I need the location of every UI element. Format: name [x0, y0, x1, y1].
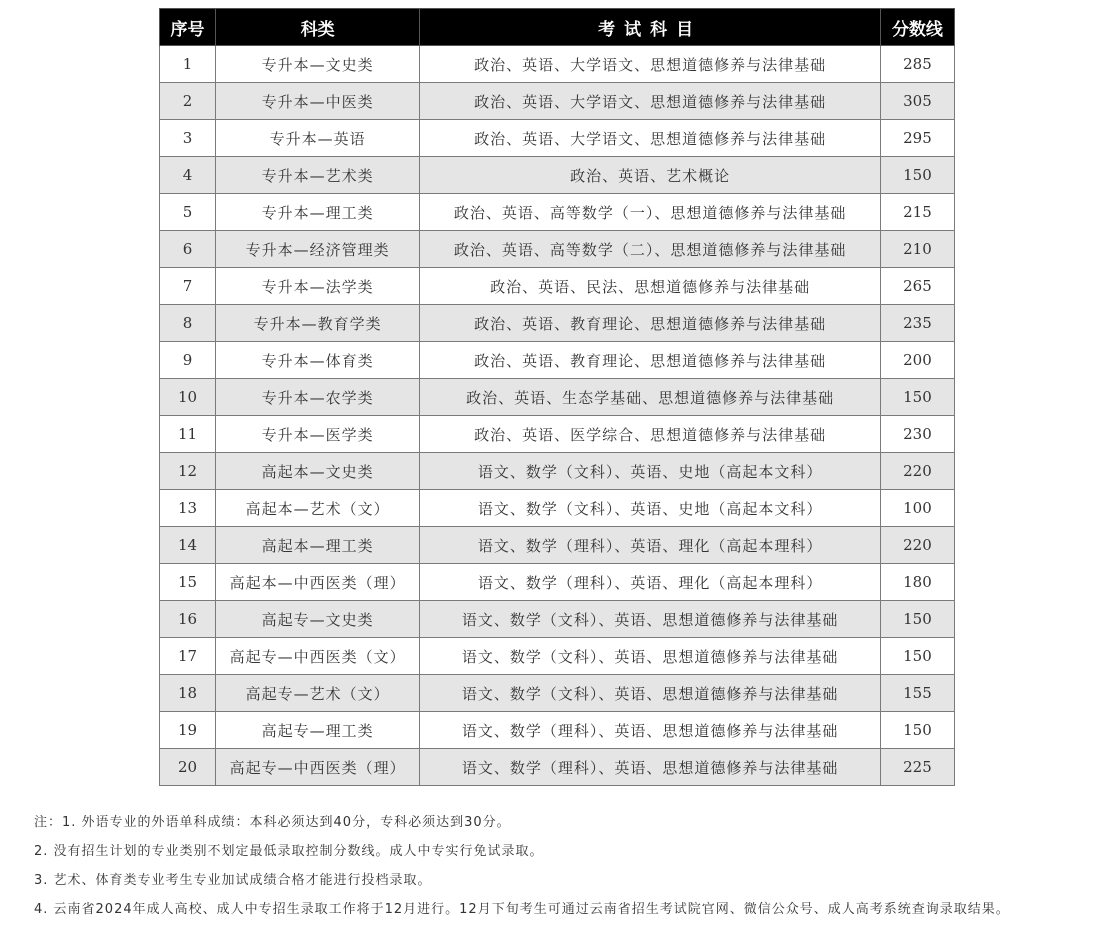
- row-category: 专升本—经济管理类: [216, 231, 420, 268]
- row-score: 155: [880, 675, 954, 712]
- row-score: 295: [880, 120, 954, 157]
- note-4: 4. 云南省2024年成人高校、成人中专招生录取工作将于12月进行。12月下旬考生可通过云南省招生考试院官网、微信公众号、成人高考系统查询录取结果。: [34, 902, 1010, 917]
- row-category: 高起专—中西医类（文）: [216, 638, 420, 675]
- row-category: 高起专—理工类: [216, 712, 420, 749]
- row-index: 2: [160, 83, 216, 120]
- table-row: [160, 416, 955, 453]
- table-row: [160, 231, 955, 268]
- row-subjects: 语文、数学（理科）、英语、理化（高起本理科）: [420, 527, 881, 564]
- row-index: 5: [160, 194, 216, 231]
- row-category: 专升本—艺术类: [216, 157, 420, 194]
- row-score: 150: [880, 638, 954, 675]
- row-index: 1: [160, 46, 216, 83]
- header-row: [160, 9, 955, 46]
- row-index: 20: [160, 749, 216, 786]
- row-category: 专升本—理工类: [216, 194, 420, 231]
- row-category: 高起本—中西医类（理）: [216, 564, 420, 601]
- table-row: [160, 712, 955, 749]
- row-index: 17: [160, 638, 216, 675]
- table-row: [160, 601, 955, 638]
- table-row: [160, 305, 955, 342]
- row-category: 高起专—艺术（文）: [216, 675, 420, 712]
- row-subjects: 政治、英语、大学语文、思想道德修养与法律基础: [420, 120, 881, 157]
- row-score: 150: [880, 712, 954, 749]
- row-index: 4: [160, 157, 216, 194]
- row-score: 200: [880, 342, 954, 379]
- row-subjects: 政治、英语、生态学基础、思想道德修养与法律基础: [420, 379, 881, 416]
- row-score: 210: [880, 231, 954, 268]
- row-subjects: 语文、数学（文科）、英语、思想道德修养与法律基础: [420, 675, 881, 712]
- row-category: 高起本—艺术（文）: [216, 490, 420, 527]
- row-subjects: 政治、英语、民法、思想道德修养与法律基础: [420, 268, 881, 305]
- row-subjects: 语文、数学（文科）、英语、思想道德修养与法律基础: [420, 638, 881, 675]
- row-category: 专升本—英语: [216, 120, 420, 157]
- row-score: 215: [880, 194, 954, 231]
- note-3: 3. 艺术、体育类专业考生专业加试成绩合格才能进行投档录取。: [34, 873, 432, 888]
- row-subjects: 语文、数学（理科）、英语、理化（高起本理科）: [420, 564, 881, 601]
- row-score: 225: [880, 749, 954, 786]
- table-row: [160, 379, 955, 416]
- row-score: 230: [880, 416, 954, 453]
- table-row: [160, 342, 955, 379]
- row-category: 专升本—法学类: [216, 268, 420, 305]
- row-category: 高起专—中西医类（理）: [216, 749, 420, 786]
- table-row: [160, 120, 955, 157]
- row-score: 150: [880, 601, 954, 638]
- row-category: 高起专—文史类: [216, 601, 420, 638]
- table-row: [160, 268, 955, 305]
- row-subjects: 政治、英语、高等数学（一）、思想道德修养与法律基础: [420, 194, 881, 231]
- row-score: 150: [880, 379, 954, 416]
- table-row: [160, 453, 955, 490]
- row-index: 18: [160, 675, 216, 712]
- row-category: 专升本—农学类: [216, 379, 420, 416]
- row-score: 150: [880, 157, 954, 194]
- header-subjects: 考试科目: [420, 9, 881, 46]
- row-score: 220: [880, 527, 954, 564]
- header-category: 科类: [216, 9, 420, 46]
- row-index: 11: [160, 416, 216, 453]
- table-row: [160, 194, 955, 231]
- table-row: [160, 46, 955, 83]
- row-subjects: 政治、英语、教育理论、思想道德修养与法律基础: [420, 342, 881, 379]
- table-row: [160, 638, 955, 675]
- table-row: [160, 675, 955, 712]
- row-index: 9: [160, 342, 216, 379]
- row-category: 专升本—中医类: [216, 83, 420, 120]
- row-category: 专升本—医学类: [216, 416, 420, 453]
- row-subjects: 语文、数学（文科）、英语、史地（高起本文科）: [420, 490, 881, 527]
- row-subjects: 政治、英语、教育理论、思想道德修养与法律基础: [420, 305, 881, 342]
- row-index: 13: [160, 490, 216, 527]
- note-1: 注：1. 外语专业的外语单科成绩：本科必须达到40分，专科必须达到30分。: [34, 815, 511, 830]
- row-index: 6: [160, 231, 216, 268]
- row-score: 305: [880, 83, 954, 120]
- row-score: 265: [880, 268, 954, 305]
- table-row: [160, 83, 955, 120]
- row-subjects: 政治、英语、医学综合、思想道德修养与法律基础: [420, 416, 881, 453]
- row-category: 专升本—体育类: [216, 342, 420, 379]
- row-score: 100: [880, 490, 954, 527]
- table-row: [160, 527, 955, 564]
- row-subjects: 语文、数学（文科）、英语、思想道德修养与法律基础: [420, 601, 881, 638]
- row-subjects: 政治、英语、大学语文、思想道德修养与法律基础: [420, 46, 881, 83]
- row-subjects: 政治、英语、大学语文、思想道德修养与法律基础: [420, 83, 881, 120]
- row-category: 专升本—教育学类: [216, 305, 420, 342]
- table-row: [160, 749, 955, 786]
- row-score: 285: [880, 46, 954, 83]
- row-index: 16: [160, 601, 216, 638]
- notes-section: [0, 808, 1095, 924]
- row-score: 180: [880, 564, 954, 601]
- row-category: 高起本—文史类: [216, 453, 420, 490]
- table-row: [160, 157, 955, 194]
- row-index: 10: [160, 379, 216, 416]
- header-index: 序号: [160, 9, 216, 46]
- row-index: 7: [160, 268, 216, 305]
- row-subjects: 语文、数学（理科）、英语、思想道德修养与法律基础: [420, 749, 881, 786]
- row-subjects: 政治、英语、艺术概论: [420, 157, 881, 194]
- table-header: [160, 9, 955, 46]
- score-table: [159, 8, 955, 786]
- row-index: 3: [160, 120, 216, 157]
- row-subjects: 语文、数学（理科）、英语、思想道德修养与法律基础: [420, 712, 881, 749]
- table-row: [160, 490, 955, 527]
- note-2: 2. 没有招生计划的专业类别不划定最低录取控制分数线。成人中专实行免试录取。: [34, 844, 544, 859]
- row-index: 8: [160, 305, 216, 342]
- row-subjects: 政治、英语、高等数学（二）、思想道德修养与法律基础: [420, 231, 881, 268]
- row-score: 235: [880, 305, 954, 342]
- row-index: 19: [160, 712, 216, 749]
- row-score: 220: [880, 453, 954, 490]
- row-index: 12: [160, 453, 216, 490]
- row-category: 专升本—文史类: [216, 46, 420, 83]
- table-body: [160, 46, 955, 786]
- row-index: 14: [160, 527, 216, 564]
- row-index: 15: [160, 564, 216, 601]
- row-subjects: 语文、数学（文科）、英语、史地（高起本文科）: [420, 453, 881, 490]
- table-row: [160, 564, 955, 601]
- header-score: 分数线: [880, 9, 954, 46]
- row-category: 高起本—理工类: [216, 527, 420, 564]
